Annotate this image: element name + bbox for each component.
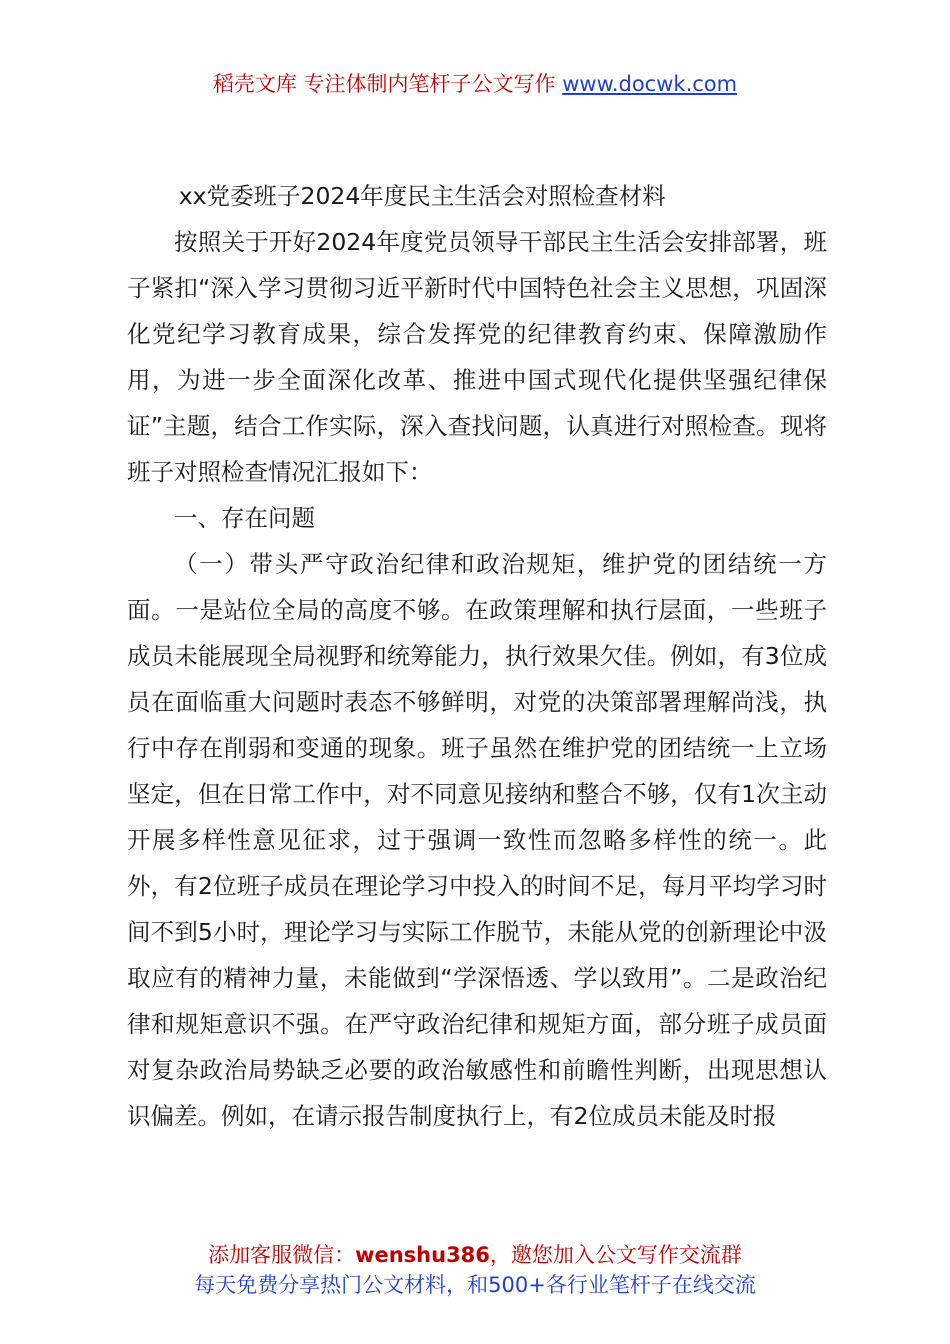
intro-paragraph: 按照关于开好2024年度党员领导干部民主生活会安排部署，班子紧扣“深入学习贯彻习近平新时代中国特色社会主义思想，巩固深化党纪学习教育成果，综合发挥党的纪律教育约束、保障激励作用，为进一步全面深化改革、推进中国式现代化提供坚强纪律保证”主题，结合工作实际，深入查找问题，认真进行对照检查。现将班子对照检查情况汇报如下： <box>127 228 827 486</box>
brand-slogan: 稻壳文库 专注体制内笔杆子公文写作 <box>212 72 563 96</box>
document-title: xx党委班子2024年度民主生活会对照检查材料 <box>178 182 666 210</box>
footer-promo: 每天免费分享热门公文材料，和500+各行业笔杆子在线交流 <box>194 1273 756 1297</box>
section-heading: 一、存在问题 <box>174 504 315 532</box>
body-paragraph: （一）带头严守政治纪律和政治规矩，维护党的团结统一方面。一是站位全局的高度不够。在政策理解和执行层面，一些班子成员未能展现全局视野和统筹能力，执行效果欠佳。例如，有3位成员在面临重大问题时表态不够鲜明，对党的决策部署理解尚浅，执行中存在削弱和变通的现象。班子虽然在维护党的团结统一上立场坚定，但在日常工作中，对不同意见接纳和整合不够，仅有1次主动开展多样性意见征求，过于强调一致性而忽略多样性的统一。此外，有2位班子成员在理论学习中投入的时间不足，每月平均学习时间不到5小时，理论学习与实际工作脱节，未能从党的创新理论中汲取应有的精神力量，未能做到“学深悟透、学以致用”。二是政治纪律和规矩意识不强。在严守政治纪律和规矩方面，部分班子成员面对复杂政治局势缺乏必要的政治敏感性和前瞻性判断，出现思想认识偏差。例如，在请示报告制度执行上，有2位成员未能及时报 <box>127 550 827 1130</box>
document-body <box>127 173 827 1139</box>
wechat-id: wenshu386 <box>355 1243 490 1267</box>
site-link[interactable]: www.docwk.com <box>562 72 738 96</box>
page-header <box>0 68 950 100</box>
footer-prefix: 添加客服微信： <box>208 1243 356 1267</box>
footer-suffix: ，邀您加入公文写作交流群 <box>489 1243 742 1267</box>
footer-contact <box>0 1240 950 1270</box>
